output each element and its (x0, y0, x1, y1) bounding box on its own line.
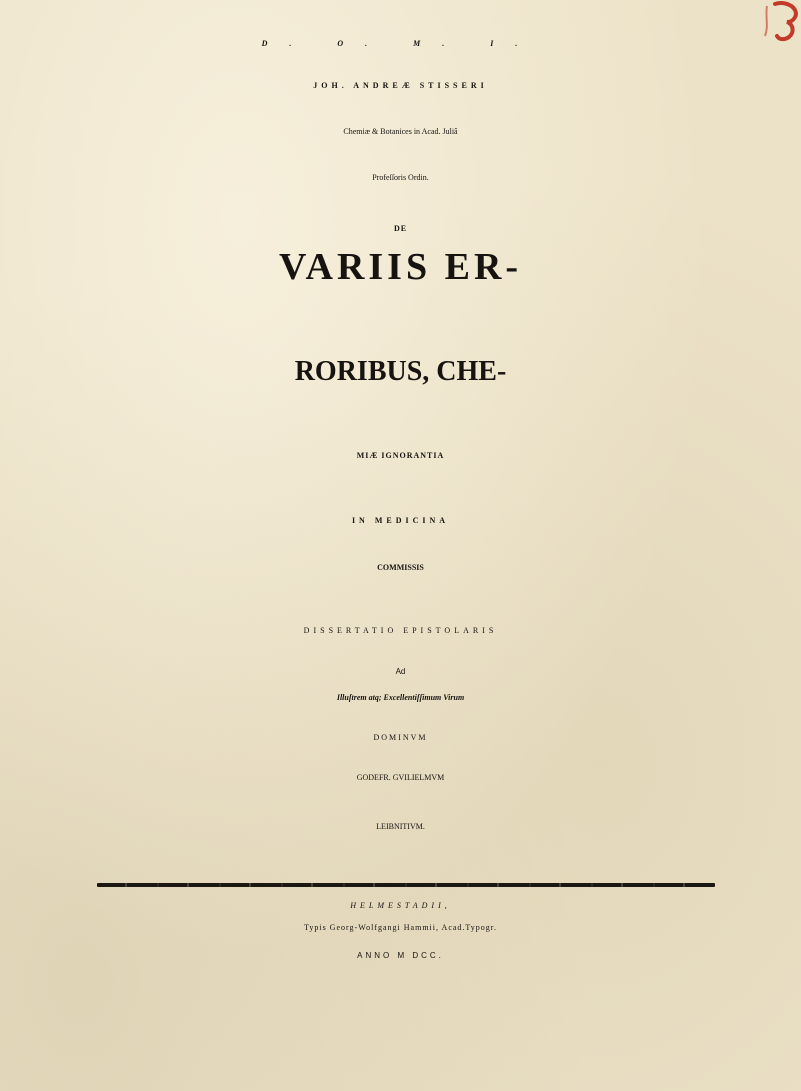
addressee-line-2: GODEFR. GVILIELMVM (356, 773, 445, 782)
title-line-5: COMMISSIS (377, 563, 424, 572)
title-line-4: IN MEDICINA (351, 516, 450, 525)
author-affiliation: Chemiæ & Botanices in Acad. Juliâ (343, 127, 458, 136)
genre-line: DISSERTATIO EPISTOLARIS (303, 626, 498, 635)
red-stamp-mark-icon (757, 0, 801, 44)
ad-line: Ad (395, 667, 406, 676)
title-preposition: DE (393, 224, 408, 233)
initials-heading: D. O. M. I. (261, 39, 540, 48)
dedication-line: Illuſtrem atq; Excellentiſſimum Virum (336, 693, 465, 702)
title-line-3: MIÆ IGNORANTIA (356, 451, 445, 460)
imprint-year: ANNO M DCC. (357, 951, 444, 960)
divider-rule (97, 883, 715, 887)
author-name: JOH. ANDREÆ STISSERI (313, 81, 488, 90)
addressee-line-3: LEIBNITIVM. (376, 822, 425, 831)
imprint-printer: Typis Georg-Wolfgangi Hammii, Acad.Typogr. (304, 923, 497, 932)
title-line-2: RORIBUS, CHE- (294, 356, 507, 387)
author-position: Profeſſoris Ordin. (372, 173, 429, 182)
title-line-1: VARIIS ER- (278, 246, 523, 288)
addressee-line-1: DOMINVM (373, 733, 428, 742)
imprint-place: HELMESTADII, (350, 901, 451, 910)
